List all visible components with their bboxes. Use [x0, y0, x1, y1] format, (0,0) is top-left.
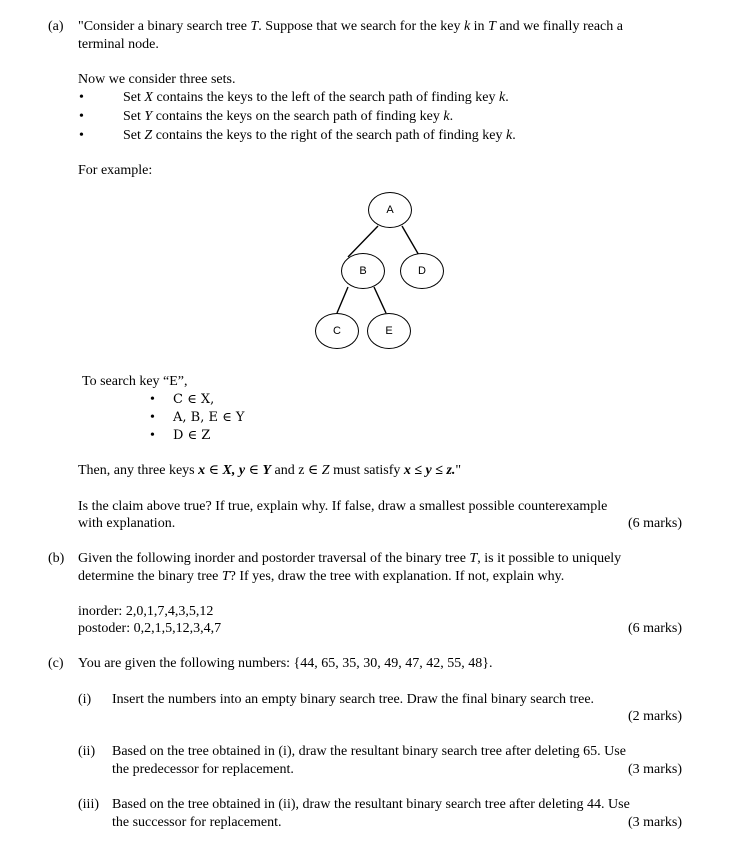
question-a-line1: Is the claim above true? If true, explain why. If false, draw a smallest possible counterexample [78, 499, 608, 514]
question-a-line2: with explanation. [78, 516, 176, 531]
part-c-iii-label: (iii) [78, 797, 99, 812]
bullet-icon: • [150, 392, 155, 407]
membership-item: C ∈ X, [173, 392, 215, 407]
part-c-iii-line1: Based on the tree obtained in (ii), draw the resultant binary search tree after deleting 44. Use [112, 797, 630, 812]
bullet-icon: • [79, 128, 84, 143]
example-label: For example: [78, 163, 153, 178]
part-b-line2: determine the binary tree T? If yes, draw the tree with explanation. If not, explain why. [78, 569, 565, 584]
inorder-traversal: inorder: 2,0,1,7,4,3,5,12 [78, 604, 214, 619]
marks-c-iii: (3 marks) [627, 815, 682, 830]
part-c-iii-line2: the successor for replacement. [112, 815, 282, 830]
bullet-icon: • [150, 428, 155, 443]
postorder-traversal: postoder: 0,2,1,5,12,3,4,7 [78, 621, 222, 636]
marks-b: (6 marks) [627, 621, 682, 636]
bullet-icon: • [79, 90, 84, 105]
part-a-intro-line1: "Consider a binary search tree T. Suppose that we search for the key k in T and we finally reach a [78, 19, 623, 34]
set-item: Set Y contains the keys on the search path of finding key k. [123, 109, 454, 124]
part-b-line1: Given the following inorder and postorder traversal of the binary tree T, is it possible to uniquely [78, 551, 622, 566]
part-c-ii-line1: Based on the tree obtained in (i), draw the resultant binary search tree after deleting 65. Use [112, 744, 626, 759]
set-item: Set X contains the keys to the left of the search path of finding key k. [123, 90, 509, 105]
part-c-label: (c) [48, 656, 64, 671]
tree-node-d: D [400, 253, 444, 289]
bullet-icon: • [150, 410, 155, 425]
tree-node-c: C [315, 313, 359, 349]
marks-a: (6 marks) [627, 516, 682, 531]
tree-node-a: A [368, 192, 412, 228]
set-item: Set Z contains the keys to the right of the search path of finding key k. [123, 128, 516, 143]
edge-b-c [337, 287, 348, 313]
part-a-intro-line2: terminal node. [78, 37, 159, 52]
part-a-label: (a) [48, 19, 64, 34]
search-label: To search key “E”, [82, 374, 188, 389]
edge-b-e [374, 287, 386, 313]
membership-item: D ∈ Z [173, 428, 211, 443]
part-c-i-text: Insert the numbers into an empty binary search tree. Draw the final binary search tree. [112, 692, 595, 707]
membership-item: A, B, E ∈ Y [173, 410, 245, 425]
tree-edges [0, 0, 730, 400]
part-c-ii-label: (ii) [78, 744, 96, 759]
part-c-ii-line2: the predecessor for replacement. [112, 762, 294, 777]
tree-node-e: E [367, 313, 411, 349]
sets-intro: Now we consider three sets. [78, 72, 236, 87]
bullet-icon: • [79, 109, 84, 124]
marks-c-ii: (3 marks) [627, 762, 682, 777]
tree-node-b: B [341, 253, 385, 289]
claim-statement: Then, any three keys x ∈ X, y ∈ Y and z ∈ Z must satisfy x ≤ y ≤ z." [78, 463, 462, 478]
marks-c-i: (2 marks) [627, 709, 682, 724]
part-c-intro: You are given the following numbers: {44, 65, 35, 30, 49, 47, 42, 55, 48}. [78, 656, 493, 671]
part-b-label: (b) [48, 551, 65, 566]
part-c-i-label: (i) [78, 692, 92, 707]
